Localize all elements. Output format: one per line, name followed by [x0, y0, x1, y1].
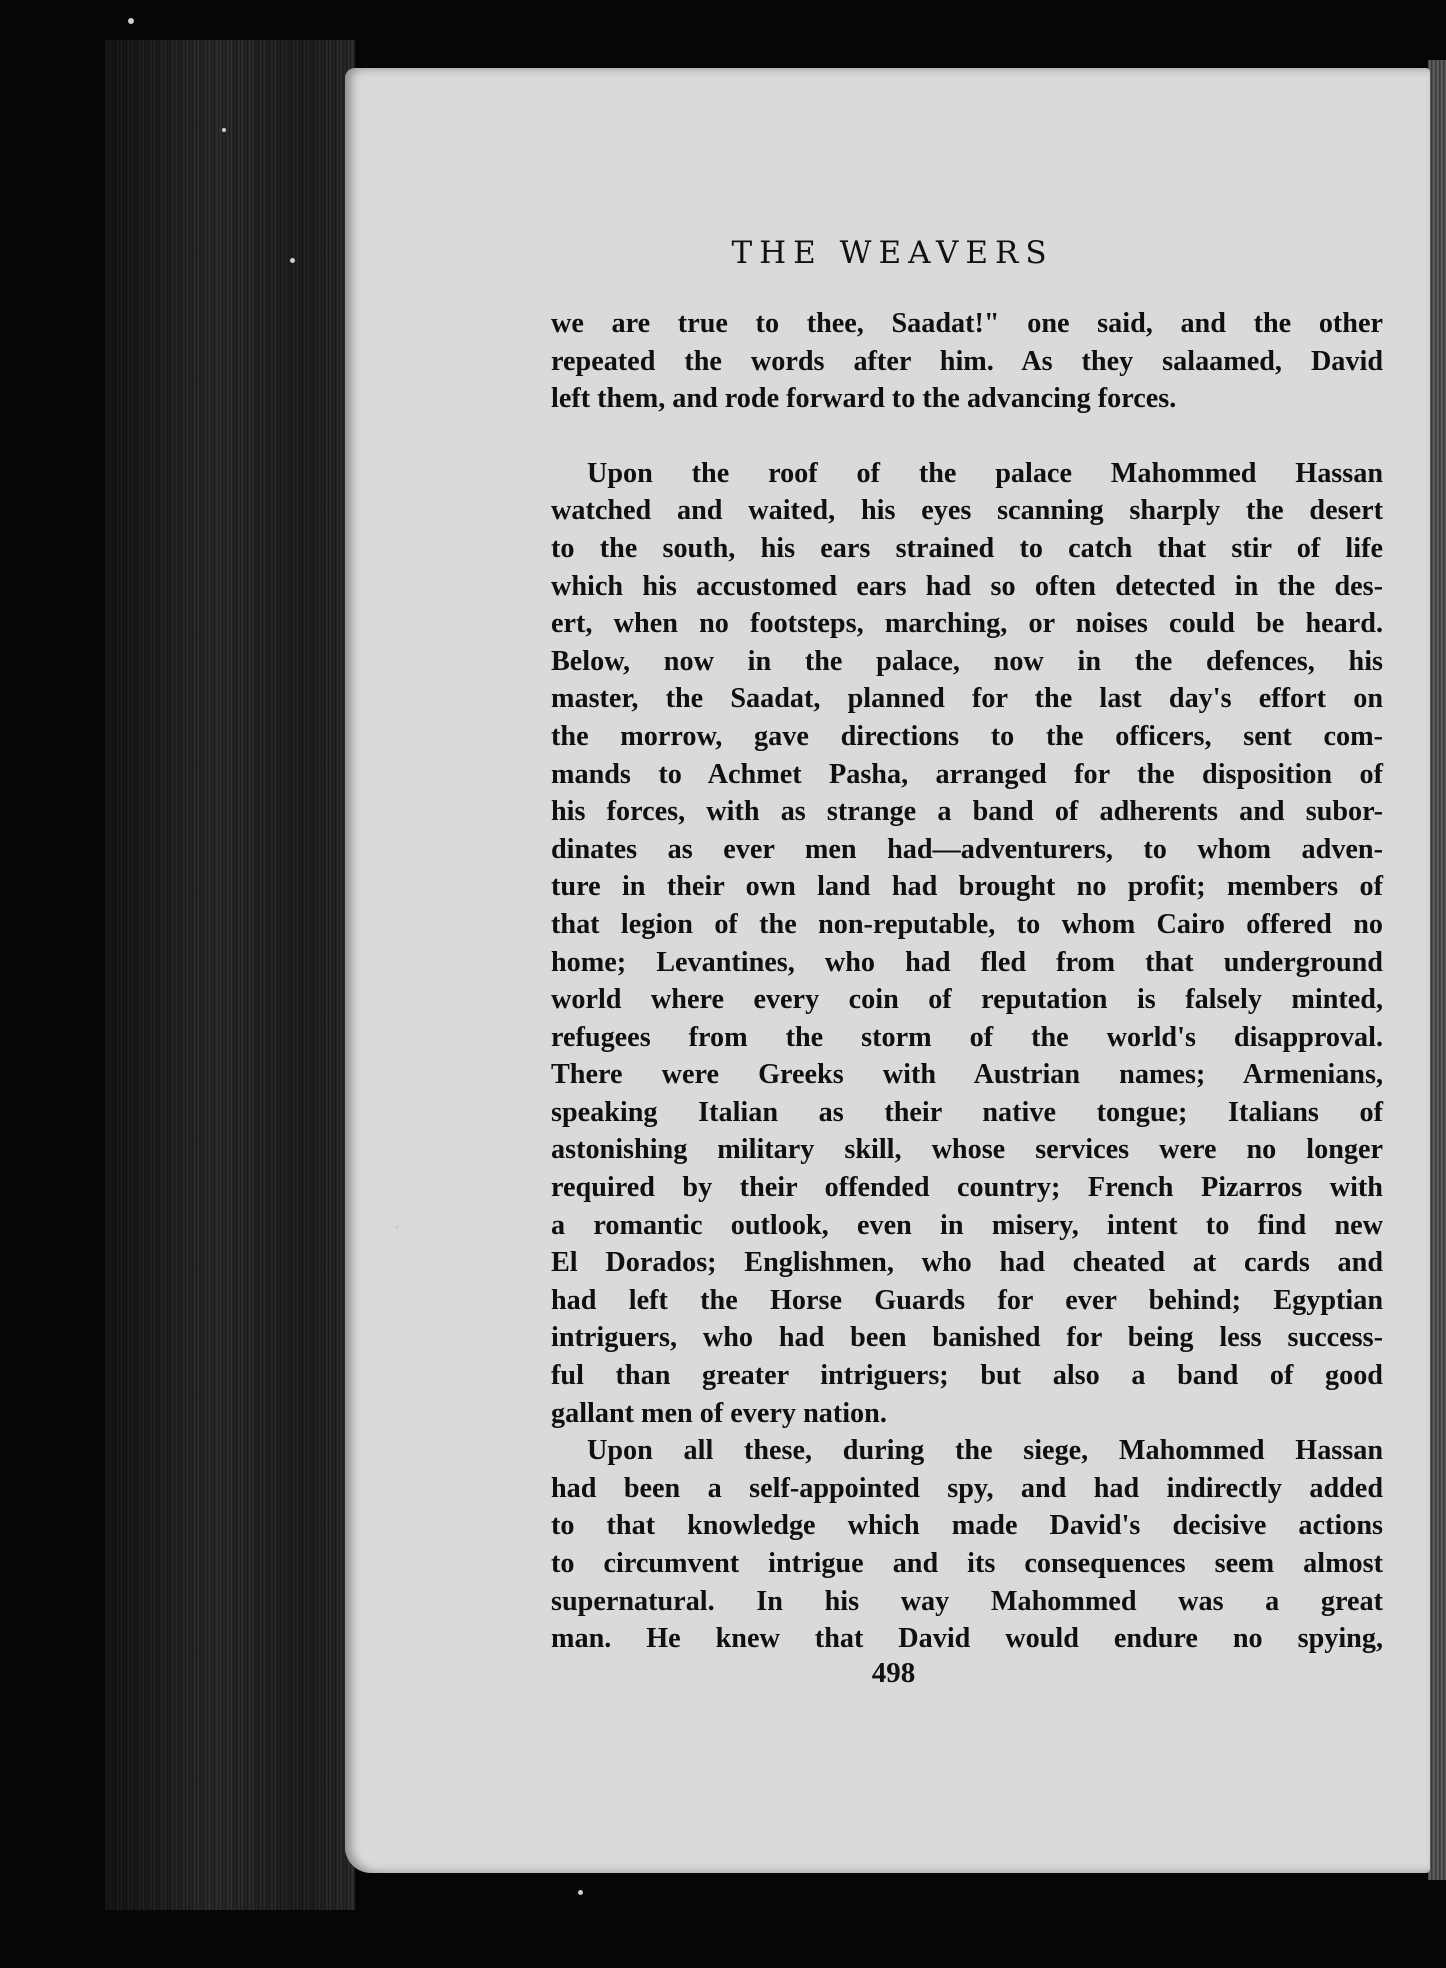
text-line: intriguers, who had been banished for being less success- — [551, 1322, 1383, 1354]
scan-speck — [578, 1890, 583, 1895]
text-line: repeated the words after him. As they salaamed, David — [551, 345, 1383, 377]
text-line: that legion of the non-reputable, to whom Cairo offered no — [551, 908, 1383, 940]
text-line: which his accustomed ears had so often detected in the des- — [551, 570, 1383, 602]
text-line: left them, and rode forward to the advancing forces. — [551, 383, 1177, 415]
text-line: astonishing military skill, whose services were no longer — [551, 1134, 1383, 1166]
text-line: we are true to thee, Saadat!" one said, and the other — [551, 308, 1383, 339]
paragraph-gap — [551, 418, 1383, 455]
text-line: ture in their own land had brought no profit; members of — [551, 871, 1383, 903]
text-line: speaking Italian as their native tongue; Italians of — [551, 1096, 1383, 1128]
text-line: watched and waited, his eyes scanning sharply the desert — [551, 495, 1383, 527]
page-edge — [1428, 60, 1446, 1880]
text-line: to circumvent intrigue and its consequences seem almost — [551, 1548, 1383, 1579]
text-line: to the south, his ears strained to catch that stir of life — [551, 532, 1383, 564]
page-sheet — [345, 68, 1430, 1873]
text-line: mands to Achmet Pasha, arranged for the disposition of — [551, 758, 1383, 790]
text-line: Upon the roof of the palace Mahommed Hassan — [587, 457, 1383, 489]
text-line: There were Greeks with Austrian names; Armenians, — [551, 1059, 1383, 1091]
text-line: to that knowledge which made David's decisive actions — [551, 1510, 1383, 1542]
text-line: had been a self-appointed spy, and had indirectly added — [551, 1472, 1383, 1504]
text-line: El Dorados; Englishmen, who had cheated at cards and — [551, 1247, 1383, 1279]
text-line: a romantic outlook, even in misery, intent to find new — [551, 1209, 1383, 1241]
text-line: Upon all these, during the siege, Mahommed Hassan — [587, 1435, 1383, 1467]
text-line: refugees from the storm of the world's disapproval. — [551, 1021, 1383, 1053]
scan-speck — [128, 18, 134, 24]
text-line: ert, when no footsteps, marching, or noises could be heard. — [551, 608, 1383, 640]
text-line: the morrow, gave directions to the officers, sent com- — [551, 720, 1383, 752]
text-line: required by their offended country; French Pizarros with — [551, 1172, 1383, 1204]
text-line: world where every coin of reputation is falsely minted, — [551, 984, 1383, 1016]
text-line: master, the Saadat, planned for the last day's effort on — [551, 683, 1383, 715]
text-line: dinates as ever men had—adventurers, to whom adven- — [551, 833, 1383, 865]
running-head: THE WEAVERS — [731, 235, 1054, 271]
text-line: Below, now in the palace, now in the defences, his — [551, 645, 1383, 677]
text-line: ful than greater intriguers; but also a band of good — [551, 1360, 1383, 1392]
text-line: his forces, with as strange a band of adherents and subor- — [551, 796, 1383, 828]
text-line: man. He knew that David would endure no spying, — [551, 1623, 1383, 1655]
text-line: gallant men of every nation. — [551, 1397, 887, 1429]
scan-speck — [222, 128, 226, 132]
scan-speck — [395, 1225, 399, 1229]
page-number: 498 — [871, 1657, 916, 1689]
text-line: supernatural. In his way Mahommed was a great — [551, 1585, 1383, 1617]
text-line: had left the Horse Guards for ever behind; Egyptian — [551, 1284, 1383, 1316]
scan-speck — [290, 258, 295, 263]
body-text — [551, 305, 1383, 1658]
spine-shadow — [105, 40, 355, 1910]
text-line: home; Levantines, who had fled from that underground — [551, 946, 1383, 978]
